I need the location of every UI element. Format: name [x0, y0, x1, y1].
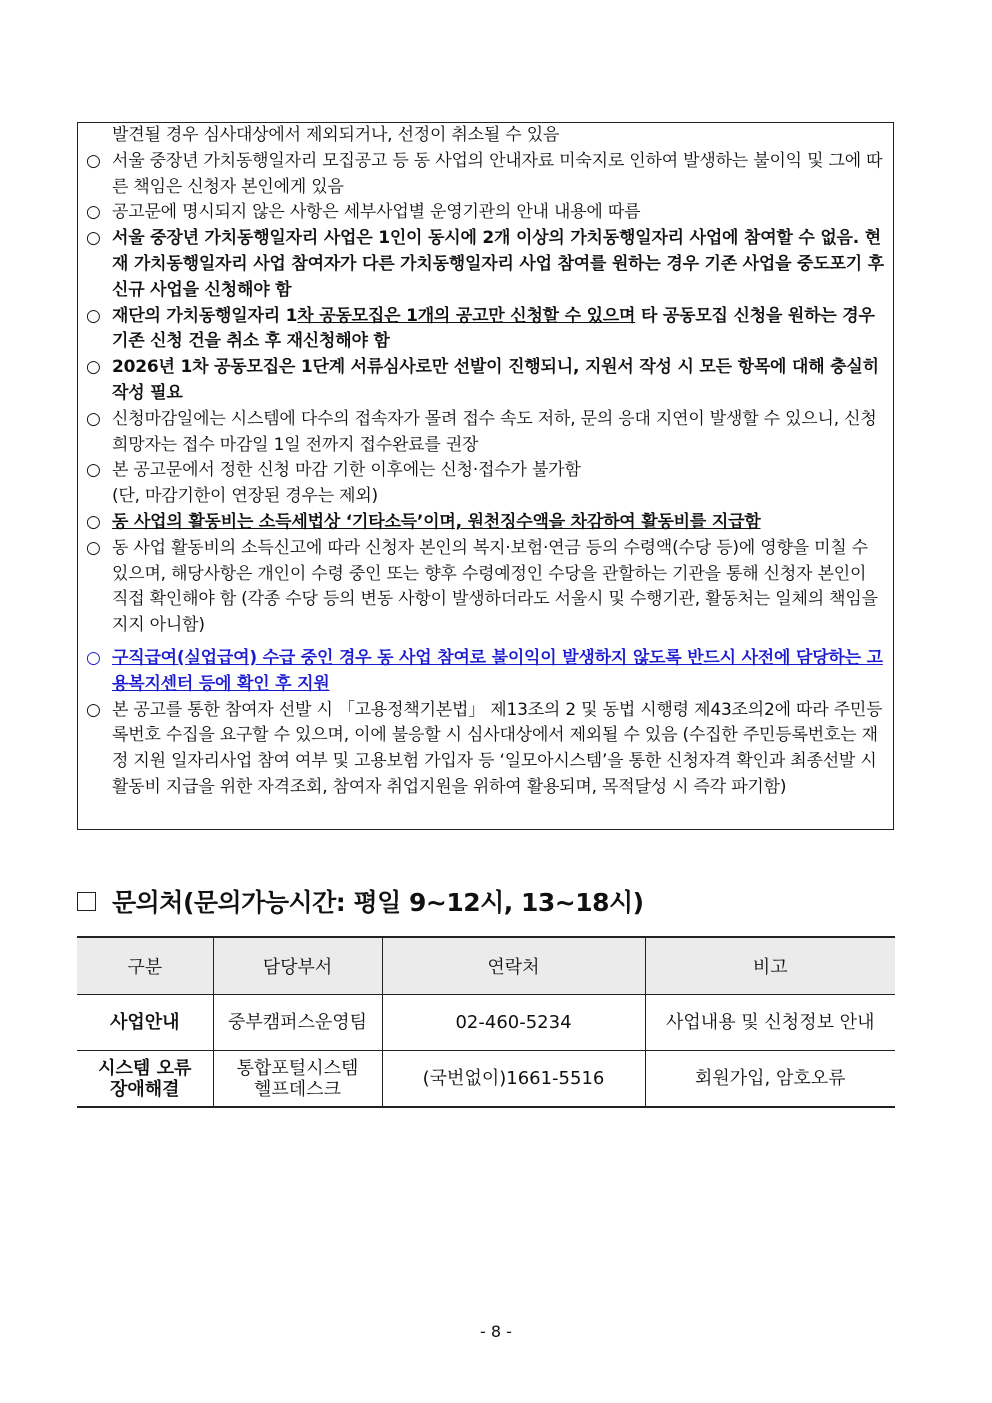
notice-continuation: 발견될 경우 심사대상에서 제외되거나, 선정이 취소될 수 있음: [112, 125, 560, 145]
section-title-text: 문의처(문의가능시간: 평일 9~12시, 13~18시): [112, 888, 644, 917]
spacer: [86, 639, 885, 646]
notice-box: [77, 122, 894, 830]
underlined-text: 동 사업의 활동비는 소득세법상 ‘기타소득’이며, 원천징수액을 차감하여 활동비를 지급함: [112, 511, 761, 532]
column-header: 담당부서: [213, 937, 382, 995]
circle-bullet-icon: ○: [86, 511, 101, 532]
circle-bullet-icon: ○: [86, 202, 101, 223]
table-cell: 시스템 오류 장애해결: [77, 1051, 213, 1108]
notice-item: ○ 동 사업 활동비의 소득신고에 따라 신청자 본인의 복지·보험·연금 등의 수령액(수당 등)에 영향을 미칠 수 있으며, 해당사항은 개인이 수령 중인 또는 향후 수령예정인 수당을 관할하는 기관을 통해 신청자 본인이 직접 확인해야 함 (각종 수당 등의 변동 사항이 발생하더라도 서울시 및 수행기관, 활동처는 일체의 책임을 지지 아니함): [86, 537, 878, 636]
underlined-text: 구직급여(실업급여) 수급 중인 경우 동 사업 참여로 불이익이 발생하지 않도록 반드시 사전에 담당하는 고용복지센터 등에 확인 후 지원: [112, 647, 883, 694]
table-cell: 사업안내: [77, 995, 213, 1051]
notice-item: ○ 서울 중장년 가치동행일자리 모집공고 등 동 사업의 안내자료 미숙지로 인하여 발생하는 불이익 및 그에 따른 책임은 신청자 본인에게 있음: [86, 150, 883, 197]
checkbox-square-icon: [77, 892, 96, 911]
table-row: [77, 995, 895, 1051]
column-header: 비고: [645, 937, 895, 995]
notice-item-highlight: [86, 646, 885, 698]
notice-item: ○ 공고문에 명시되지 않은 사항은 세부사업별 운영기관의 안내 내용에 따름: [86, 200, 885, 226]
table-row: [77, 1051, 895, 1108]
notice-item: [86, 510, 885, 536]
notice-item: ○ 본 공고를 통한 참여자 선발 시 「고용정책기본법」 제13조의 2 및 동법 시행령 제43조의2에 따라 주민등록번호 수집을 요구할 수 있으며, 이에 불응할 시 심사대상에서 제외될 수 있음 (수집한 주민등록번호는 재정 지원 일자리사업 참여 여부 및 고용보험 가입자 등 ‘일모아시스템’을 통한 신청자격 확인과 최종선발 시 활동비 지급을 위한 자격조회, 참여자 취업지원을 위하여 활용되며, 목적달성 시 즉각 파기함): [86, 699, 883, 797]
table-header-row: [77, 937, 895, 995]
section-title: [77, 883, 644, 919]
circle-bullet-icon: ○: [86, 647, 101, 668]
table-cell: 회원가입, 암호오류: [645, 1051, 895, 1108]
circle-bullet-icon: ○: [86, 150, 101, 171]
underlined-text: 차 공동모집은 1개의 공고만 신청할 수 있으며: [297, 305, 636, 326]
contact-table: [77, 936, 895, 1108]
notice-continuation: (단, 마감기한이 연장된 경우는 제외): [112, 486, 378, 507]
column-header: 연락처: [382, 937, 645, 995]
table-cell: 사업내용 및 신청정보 안내: [645, 995, 895, 1051]
circle-bullet-icon: ○: [86, 228, 101, 249]
notice-item: ○ 재단의 가치동행일자리 1차 공동모집은 1개의 공고만 신청할 수 있으며 타 공동모집 신청을 원하는 경우 기존 신청 건을 취소 후 재신청해야 함: [86, 305, 875, 352]
table-cell: 02-460-5234: [382, 995, 645, 1051]
notice-item: ○ 본 공고문에서 정한 신청 마감 기한 이후에는 신청·접수가 불가함: [86, 458, 885, 484]
circle-bullet-icon: ○: [86, 699, 101, 720]
table-cell: 중부캠퍼스운영팀: [213, 995, 382, 1051]
notice-item: ○ 신청마감일에는 시스템에 다수의 접속자가 몰려 접수 속도 저하, 문의 응대 지연이 발생할 수 있으니, 신청희망자는 접수 마감일 1일 전까지 접수완료를 권장: [86, 408, 877, 455]
table-cell: 통합포털시스템 헬프데스크: [213, 1051, 382, 1108]
notice-item: ○ 2026년 1차 공동모집은 1단계 서류심사로만 선발이 진행되니, 지원서 작성 시 모든 항목에 대해 충실히 작성 필요: [86, 357, 879, 403]
circle-bullet-icon: ○: [86, 460, 101, 481]
circle-bullet-icon: ○: [86, 305, 101, 326]
table-cell: (국번없이)1661-5516: [382, 1051, 645, 1108]
page-number: - 8 -: [480, 1322, 512, 1341]
notice-item: ○ 서울 중장년 가치동행일자리 사업은 1인이 동시에 2개 이상의 가치동행일자리 사업에 참여할 수 없음. 현재 가치동행일자리 사업 참여자가 다른 가치동행일자리 사업 참여를 원하는 경우 기존 사업을 중도포기 후 신규 사업을 신청해야 함: [86, 228, 884, 300]
circle-bullet-icon: ○: [86, 537, 101, 558]
column-header: 구분: [77, 937, 213, 995]
circle-bullet-icon: ○: [86, 408, 101, 429]
circle-bullet-icon: ○: [86, 357, 101, 378]
